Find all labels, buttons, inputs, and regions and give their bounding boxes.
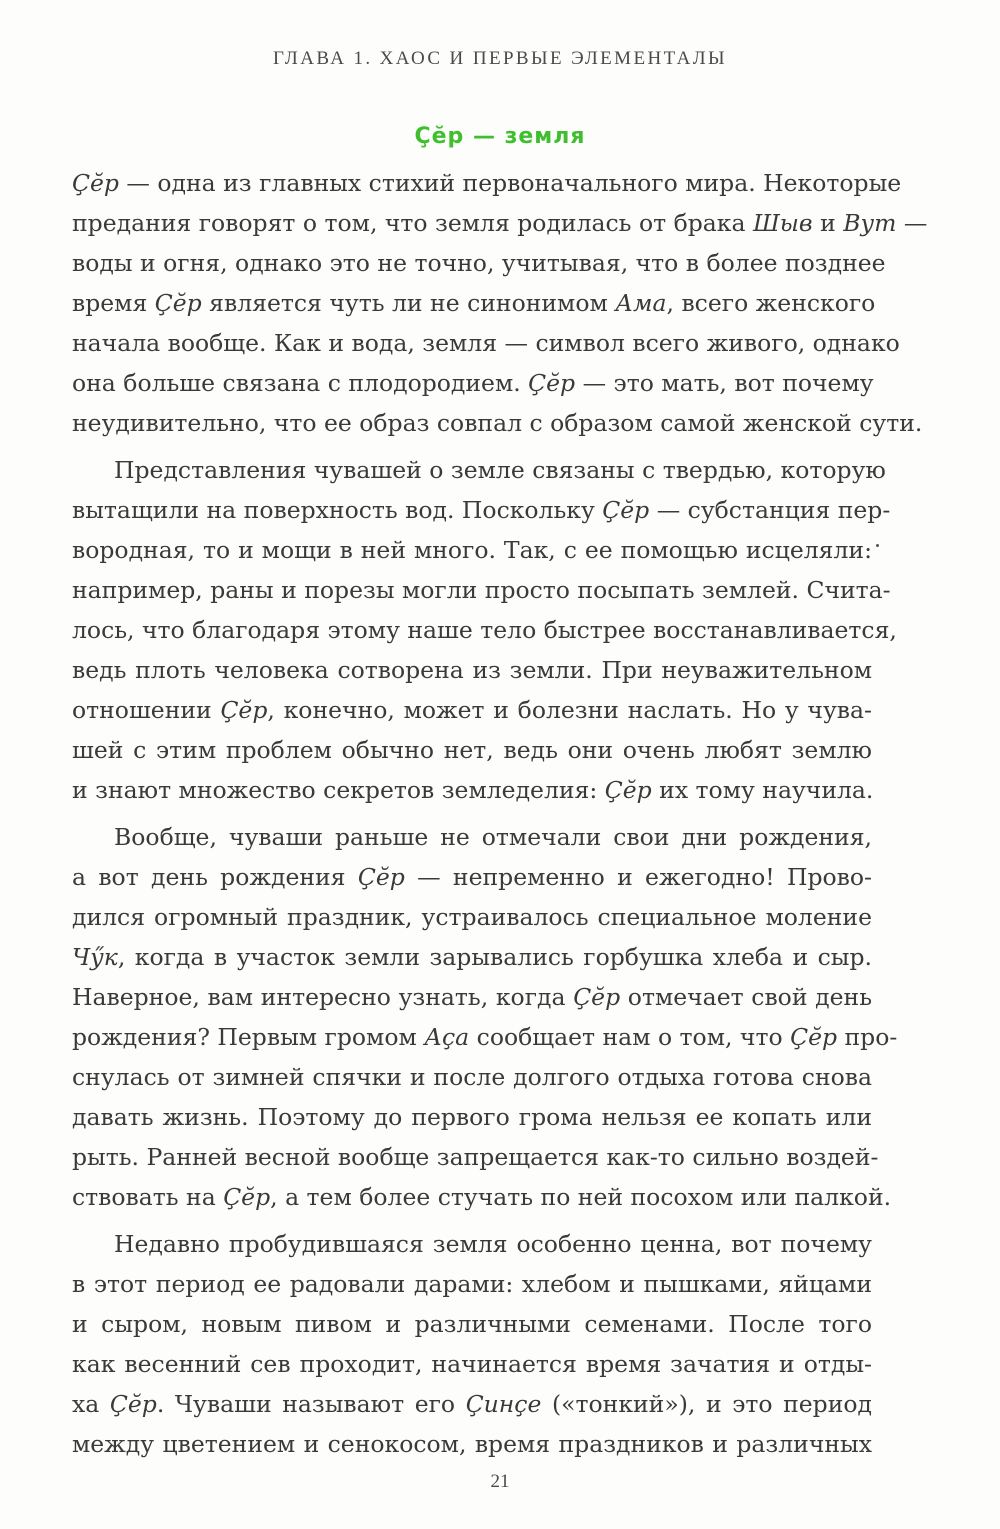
stray-ink-mark bbox=[876, 544, 879, 547]
text-line bbox=[72, 243, 886, 283]
italic-term: Çинçе bbox=[465, 1390, 542, 1418]
text-run: — субстанция пер- bbox=[649, 496, 891, 524]
text-run: , всего женского bbox=[666, 289, 876, 317]
text-run: , конечно, может и болезни наслать. Но у чува- bbox=[267, 696, 872, 724]
text-run: как весенний сев проходит, начинается время зачатия и отды- bbox=[72, 1350, 872, 1378]
text-run: — непременно и ежегодно! Прово- bbox=[404, 863, 872, 891]
italic-term: Çĕр bbox=[72, 169, 119, 197]
text-run: про- bbox=[837, 1023, 898, 1051]
running-head: ГЛАВА 1. ХАОС И ПЕРВЫЕ ЭЛЕМЕНТАЛЫ bbox=[272, 48, 728, 69]
text-run: , когда в участок земли зарывались горбушка хлеба и сыр. bbox=[117, 943, 872, 971]
text-run: — одна из главных стихий первоначального мира. Некоторые bbox=[118, 169, 902, 197]
text-run: в этот период ее радовали дарами: хлебом и пышками, яйцами bbox=[72, 1270, 872, 1298]
italic-term: Çĕр bbox=[602, 496, 650, 524]
text-line bbox=[72, 1344, 872, 1384]
text-run: рождения? Первым громом bbox=[72, 1023, 425, 1051]
text-run: , а тем более стучать по ней посохом или палкой. bbox=[270, 1183, 892, 1211]
text-run: . Чуваши называют его bbox=[156, 1390, 466, 1418]
italic-term: Çĕр bbox=[109, 1390, 157, 1418]
text-line bbox=[72, 1304, 872, 1344]
section-title: Çĕр — земля bbox=[414, 124, 586, 149]
text-line bbox=[72, 490, 891, 530]
text-line bbox=[72, 363, 872, 403]
text-run: неудивительно, что ее образ совпал с образом самой женской сути. bbox=[72, 409, 923, 437]
text-run: а вот день рождения bbox=[72, 863, 358, 891]
text-run: — bbox=[896, 209, 928, 237]
text-line bbox=[72, 650, 872, 690]
text-run: лось, что благодаря этому наше тело быстрее восстанавливается, bbox=[72, 616, 897, 644]
italic-term: Çĕр bbox=[604, 776, 652, 804]
text-run: воды и огня, однако это не точно, учитывая, что в более позднее bbox=[72, 249, 886, 277]
text-run: их тому научила. bbox=[651, 776, 874, 804]
italic-term: Çĕр bbox=[223, 1183, 271, 1211]
text-run: и знают множество секретов земледелия: bbox=[72, 776, 605, 804]
text-run: шей с этим проблем обычно нет, ведь они очень любят землю bbox=[72, 736, 872, 764]
text-line bbox=[72, 730, 872, 770]
text-run: Представления чувашей о земле связаны с твердью, которую bbox=[114, 456, 886, 484]
text-run: и сыром, новым пивом и различными семенами. После того bbox=[72, 1310, 872, 1338]
text-run: ведь плоть человека сотворена из земли. При неуважительном bbox=[72, 656, 872, 684]
text-run: отношении bbox=[72, 696, 221, 724]
text-line bbox=[72, 1177, 892, 1217]
text-line bbox=[72, 770, 872, 810]
italic-term: Çĕр bbox=[357, 863, 405, 891]
text-run: Вообще, чуваши раньше не отмечали свои дни рождения, bbox=[114, 823, 872, 851]
text-line bbox=[72, 323, 900, 363]
italic-term: Çĕр bbox=[790, 1023, 838, 1051]
text-line bbox=[72, 1384, 872, 1424]
text-run: является чуть ли не синонимом bbox=[201, 289, 616, 317]
text-line bbox=[72, 570, 891, 610]
text-line bbox=[72, 1224, 872, 1264]
text-line bbox=[72, 1097, 872, 1137]
text-line bbox=[72, 163, 902, 203]
text-run: начала вообще. Как и вода, земля — символ всего живого, однако bbox=[72, 329, 900, 357]
text-run: между цветением и сенокосом, время праздников и различных bbox=[72, 1430, 872, 1458]
text-line bbox=[72, 403, 923, 443]
italic-term: Çĕр bbox=[528, 369, 576, 397]
text-run: дился огромный праздник, устраивалось специальное моление bbox=[72, 903, 872, 931]
italic-term: Çĕр bbox=[154, 289, 202, 317]
text-run: она больше связана с плодородием. bbox=[72, 369, 529, 397]
text-line bbox=[72, 203, 928, 243]
text-line bbox=[72, 1137, 879, 1177]
text-line bbox=[72, 937, 872, 977]
italic-term: Çĕр bbox=[220, 696, 268, 724]
text-run: время bbox=[72, 289, 155, 317]
text-run: и bbox=[812, 209, 844, 237]
text-run: отмечает свой день bbox=[620, 983, 873, 1011]
text-line bbox=[72, 690, 872, 730]
text-run: ствовать на bbox=[72, 1183, 224, 1211]
text-line bbox=[72, 1057, 872, 1097]
text-run: рыть. Ранней весной вообще запрещается как-то сильно воздей- bbox=[72, 1143, 879, 1171]
italic-term: Аçа bbox=[424, 1023, 470, 1051]
text-run: например, раны и порезы могли просто посыпать землей. Счита- bbox=[72, 576, 891, 604]
text-run: снулась от зимней спячки и после долгого отдыха готова снова bbox=[72, 1063, 872, 1091]
text-run: ха bbox=[72, 1390, 110, 1418]
text-run: вородная, то и мощи в ней много. Так, с ее помощью исцеляли: bbox=[72, 536, 872, 564]
text-line bbox=[72, 530, 872, 570]
page-number: 21 bbox=[490, 1471, 510, 1492]
text-run: сообщает нам о том, что bbox=[469, 1023, 791, 1051]
text-line bbox=[72, 610, 897, 650]
text-run: предания говорят о том, что земля родилась от брака bbox=[72, 209, 753, 237]
italic-term: Шыв bbox=[752, 209, 813, 237]
text-line bbox=[72, 897, 872, 937]
text-run: («тонкий»), и это период bbox=[541, 1390, 873, 1418]
text-run: Наверное, вам интересно узнать, когда bbox=[72, 983, 574, 1011]
text-line bbox=[72, 1264, 872, 1304]
text-line bbox=[72, 283, 876, 323]
text-run: — это мать, вот почему bbox=[575, 369, 874, 397]
text-body bbox=[72, 163, 928, 1464]
text-line bbox=[72, 1424, 872, 1464]
text-line bbox=[72, 857, 872, 897]
text-run: вытащили на поверхность вод. Поскольку bbox=[72, 496, 603, 524]
text-line bbox=[72, 817, 872, 857]
text-run: давать жизнь. Поэтому до первого грома нельзя ее копать или bbox=[72, 1103, 872, 1131]
text-line bbox=[72, 977, 872, 1017]
italic-term: Çĕр bbox=[573, 983, 621, 1011]
italic-term: Вут bbox=[843, 209, 897, 237]
text-line bbox=[72, 450, 886, 490]
italic-term: Чӳк bbox=[72, 943, 118, 971]
text-line bbox=[72, 1017, 898, 1057]
text-run: Недавно пробудившаяся земля особенно ценна, вот почему bbox=[114, 1230, 872, 1258]
italic-term: Ама bbox=[615, 289, 667, 317]
